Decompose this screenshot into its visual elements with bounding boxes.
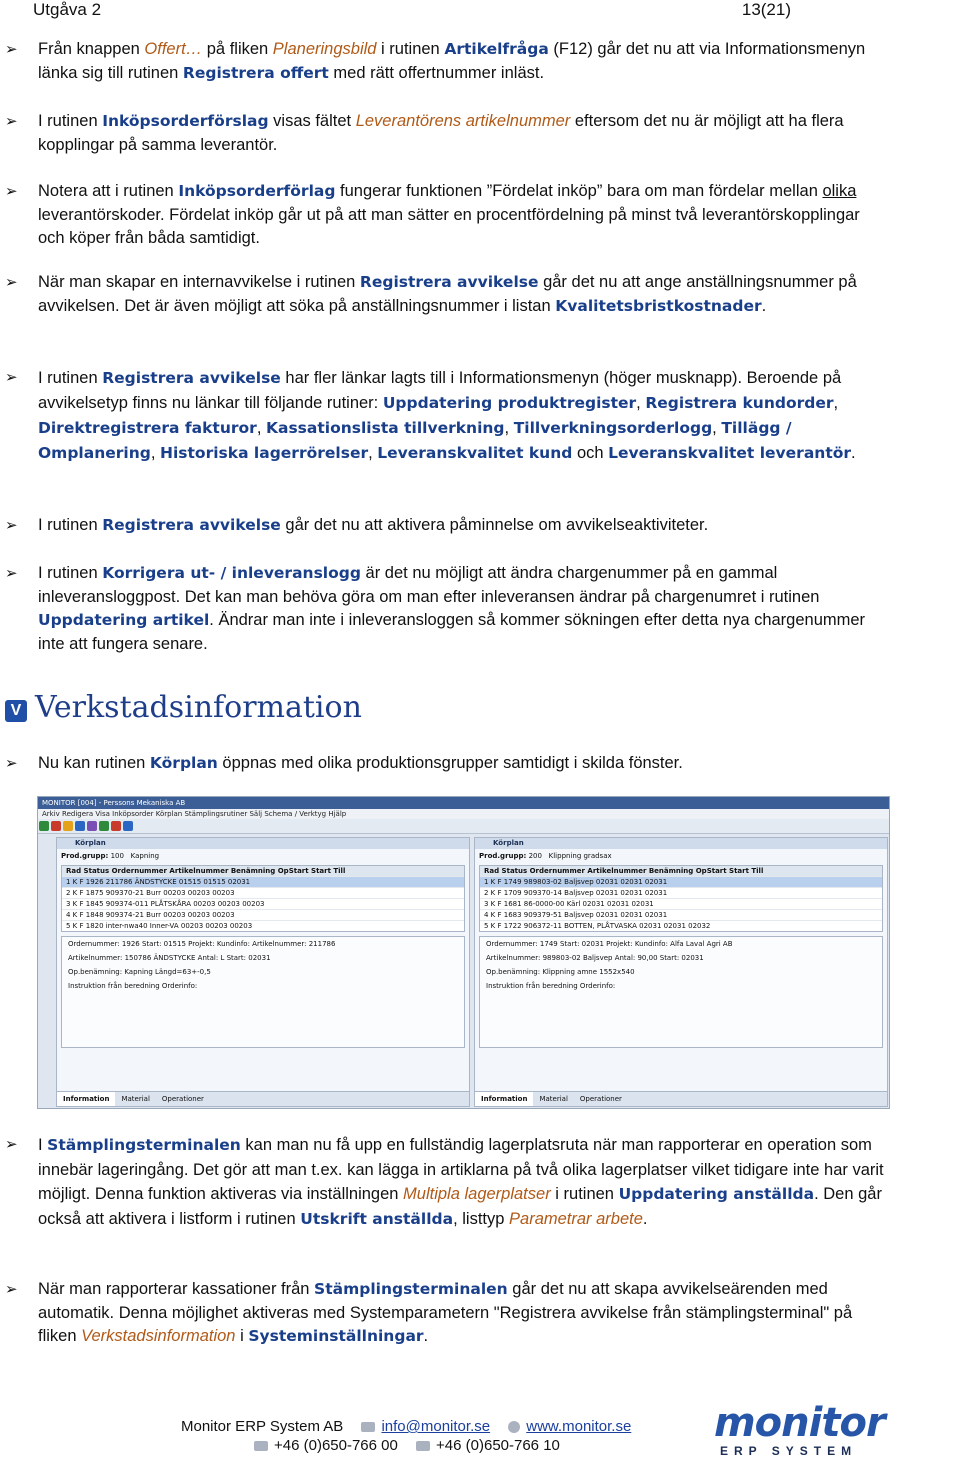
pane-tabs: Information Material Operationer	[475, 1091, 887, 1106]
bullet-arrow-icon: ➢	[5, 1281, 18, 1298]
company-name: Monitor ERP System AB	[181, 1418, 344, 1435]
page-number: 13(21)	[741, 0, 791, 19]
order-detail: Ordernummer: 1926 Start: 01515 Projekt: Kundinfo: Artikelnummer: 211786 Artikelnummer: 150786 ÄNDSTYCKE Antal: L Start: 02031 Op.benämning: Kapning Längd=63+-0,5 Instruktion från beredning Orderinfo:	[61, 936, 465, 1048]
table-row: 5 K F 1722 906372-11 BOTTEN, PLÅTVASKA 02031 02031 02032	[480, 920, 882, 931]
korplan-window-1: Körplan Prod.grupp: 100 Kapning Rad Status Ordernummer Artikelnummer Benämning OpStart Start Till 1 K F 1926 211786 ÄNDSTYCKE 01515 01515 02031 2 K F 1875 909370-21 Burr 00203 00203 00203 3 K F 1845 909374-011 PLÅTSKÅRA 00203 00203 00203 4 K F 1848 909374-21 Burr 00203 00203 00203 5 K F 1820 inter-nwa40 Inner-VA 00203 00203 00203 Ordernummer: 1926 Start: 01515 Projekt: Kundinfo: Artikelnummer: 211786 Artikelnummer: 150786 ÄNDSTYCKE Antal: L Start: 02031 Op.benämning: Kapning Längd=63+-0,5 Instruktion från beredning Orderinfo: Information Material Operationer	[56, 837, 470, 1107]
window-title: MONITOR [004] - Perssons Mekaniska AB	[38, 797, 889, 809]
routine-link: Artikelfråga	[444, 40, 549, 58]
routine-link: Registrera offert	[182, 63, 329, 82]
table-row: 4 K F 1683 909379-51 Baljsvep 02031 02031 02031	[480, 909, 882, 920]
bullet-arrow-icon: ➢	[5, 113, 18, 130]
checkmark-v-icon: V	[5, 700, 27, 722]
phone-number: +46 (0)650-766 00	[274, 1437, 398, 1454]
bullet-arrow-icon: ➢	[5, 41, 18, 58]
bullet-item: ➢ I Stämplingsterminalen kan man nu få upp en fullständig lagerplatsruta när man rapporterar en operation som innebär lageringång. Det gör att man t.ex. kan lägga in artiklarna på två olika lagerplatser vilket tidigare inte har varit möjligt. Denna funktion aktiveras via inställningen Multipla lagerplatser i rutinen Uppdatering anställda. Den går också att aktivera i listform i rutinen Utskrift anställda, listtyp Parametrar arbete.	[5, 1133, 885, 1231]
order-grid: Rad Status Ordernummer Artikelnummer Benämning OpStart Start Till 1 K F 1926 211786 ÄNDSTYCKE 01515 01515 02031 2 K F 1875 909370-21 Burr 00203 00203 00203 3 K F 1845 909374-011 PLÅTSKÅRA 00203 00203 00203 4 K F 1848 909374-21 Burr 00203 00203 00203 5 K F 1820 inter-nwa40 Inner-VA 00203 00203 00203	[61, 865, 465, 932]
table-row: 4 K F 1848 909374-21 Burr 00203 00203 00203	[62, 909, 464, 920]
bullet-arrow-icon: ➢	[5, 369, 18, 386]
web-link[interactable]: www.monitor.se	[526, 1418, 632, 1435]
fax-number: +46 (0)650-766 10	[436, 1437, 560, 1454]
toolbar-icon	[39, 821, 49, 831]
email-link[interactable]: info@monitor.se	[381, 1418, 491, 1435]
bullet-arrow-icon: ➢	[5, 755, 18, 772]
pane-tabs: Information Material Operationer	[57, 1091, 469, 1106]
bullet-item: ➢ När man rapporterar kassationer från Stämplingsterminalen går det nu att skapa avvikelseärenden med automatik. Denna möjlighet aktiveras med Systemparametern "Registrera avvikelse från stämplingsterminal" på fliken Verkstadsinformation i Systeminställningar.	[5, 1280, 853, 1345]
page-header	[33, 0, 791, 22]
order-grid: Rad Status Ordernummer Artikelnummer Benämning OpStart Start Till 1 K F 1749 989803-02 Baljsvep 02031 02031 02031 2 K F 1709 909370-14 Baljsvep 02031 02031 02031 3 K F 1681 86-0000-00 Kärl 02031 02031 02031 4 K F 1683 909379-51 Baljsvep 02031 02031 02031 5 K F 1722 906372-11 BOTTEN, PLÅTVASKA 02031 02031 02032	[479, 865, 883, 932]
bullet-item: ➢ I rutinen Registrera avvikelse har fler länkar lagts till i Informationsmenyn (höger musknapp). Beroende på avvikelsetyp finns nu länkar till följande rutiner: Uppdatering produktregister, Registrera kundorder, Direktregistrera fakturor, Kassationslista tillverkning, Tillverkningsorderlogg, Tillägg / Omplanering, Historiska lagerrörelser, Leveranskvalitet kund och Leveranskvalitet leverantör.	[5, 366, 885, 466]
fax-icon	[416, 1441, 430, 1451]
monitor-logo: monitor ERP SYSTEM	[714, 1400, 885, 1458]
toolbar-icon	[111, 821, 121, 831]
bullet-arrow-icon: ➢	[5, 183, 18, 200]
table-row: 5 K F 1820 inter-nwa40 Inner-VA 00203 00203 00203	[62, 920, 464, 931]
phone-icon	[254, 1441, 268, 1451]
table-row: 3 K F 1845 909374-011 PLÅTSKÅRA 00203 00203 00203	[62, 898, 464, 909]
table-row: 2 K F 1709 909370-14 Baljsvep 02031 02031 02031	[480, 887, 882, 898]
korplan-window-2: Körplan Prod.grupp: 200 Klippning gradsax Rad Status Ordernummer Artikelnummer Benämning OpStart Start Till 1 K F 1749 989803-02 Baljsvep 02031 02031 02031 2 K F 1709 909370-14 Baljsvep 02031 02031 02031 3 K F 1681 86-0000-00 Kärl 02031 02031 02031 4 K F 1683 909379-51 Baljsvep 02031 02031 02031 5 K F 1722 906372-11 BOTTEN, PLÅTVASKA 02031 02031 02032 Ordernummer: 1749 Start: 02031 Projekt: Kundinfo: Alfa Laval Agri AB Artikelnummer: 989803-02 Baljsvep Antal: 90,00 Start: 02031 Op.benämning: Klippning amne 1552x540 Instruktion från beredning Orderinfo: Information Material Operationer	[474, 837, 888, 1107]
bullet-arrow-icon: ➢	[5, 274, 18, 291]
globe-icon	[508, 1421, 520, 1433]
bullet-arrow-icon: ➢	[5, 565, 18, 582]
bullet-item: ➢ Från knappen Offert… på fliken Planeringsbild i rutinen Artikelfråga (F12) går det nu att via Informationsmenyn länka sig till rutinen Registrera offert med rätt offertnummer inläst.	[5, 40, 866, 82]
table-row: 1 K F 1926 211786 ÄNDSTYCKE 01515 01515 02031	[62, 876, 464, 887]
bullet-item: ➢ I rutinen Registrera avvikelse går det nu att aktivera påminnelse om avvikelseaktiviteter.	[5, 514, 885, 538]
menu-bar: Arkiv Redigera Visa Inköpsorder Körplan Stämplingsrutiner Sälj Schema / Verktyg Hjälp	[38, 809, 889, 819]
order-detail: Ordernummer: 1749 Start: 02031 Projekt: Kundinfo: Alfa Laval Agri AB Artikelnummer: 989803-02 Baljsvep Antal: 90,00 Start: 02031 Op.benämning: Klippning amne 1552x540 Instruktion från beredning Orderinfo:	[479, 936, 883, 1048]
bullet-arrow-icon: ➢	[5, 517, 18, 534]
section-title: Verkstadsinformation	[35, 690, 362, 725]
toolbar-icon	[99, 821, 109, 831]
toolbar-icon	[87, 821, 97, 831]
bullet-item: ➢ I rutinen Korrigera ut- / inleveranslogg är det nu möjligt att ändra chargenummer på en gammal inleveransloggpost. Det kan man behöva göra om man efter inleveransen ändrar på chargenumret i rutinen Uppdatering artikel. Ändrar man inte i inleveransloggen så kommer sökningen efter detta nya chargenummer inte att fungera senare.	[5, 564, 866, 653]
bullet-item: ➢ I rutinen Inköpsorderförslag visas fältet Leverantörens artikelnummer eftersom det nu är möjligt att ha flera kopplingar på samma leverantör.	[5, 112, 844, 154]
embedded-screenshot	[37, 796, 890, 1109]
mail-icon	[361, 1422, 375, 1432]
toolbar	[38, 819, 889, 834]
bullet-item: ➢ Nu kan rutinen Körplan öppnas med olika produktionsgrupper samtidigt i skilda fönster.	[5, 752, 885, 776]
table-row: 1 K F 1749 989803-02 Baljsvep 02031 02031 02031	[480, 876, 882, 887]
toolbar-icon	[123, 821, 133, 831]
edition-label: Utgåva 2	[33, 0, 102, 19]
bullet-item: ➢ Notera att i rutinen Inköpsorderförlag fungerar funktionen ”Fördelat inköp” bara om man fördelar mellan olika leverantörskoder. Fördelat inköp går ut på att man sätter en procentfördelning på minst två leverantörskopplingar och köper från båda samtidigt.	[5, 182, 860, 247]
toolbar-icon	[75, 821, 85, 831]
toolbar-icon	[51, 821, 61, 831]
toolbar-icon	[63, 821, 73, 831]
bullet-item: ➢ När man skapar en internavvikelse i rutinen Registrera avvikelse går det nu att ange anställningsnummer på avvikelsen. Det är även möjligt att söka på anställningsnummer i listan Kvalitetsbristkostnader.	[5, 273, 857, 315]
bullet-arrow-icon: ➢	[5, 1136, 18, 1153]
table-row: 2 K F 1875 909370-21 Burr 00203 00203 00203	[62, 887, 464, 898]
table-row: 3 K F 1681 86-0000-00 Kärl 02031 02031 02031	[480, 898, 882, 909]
